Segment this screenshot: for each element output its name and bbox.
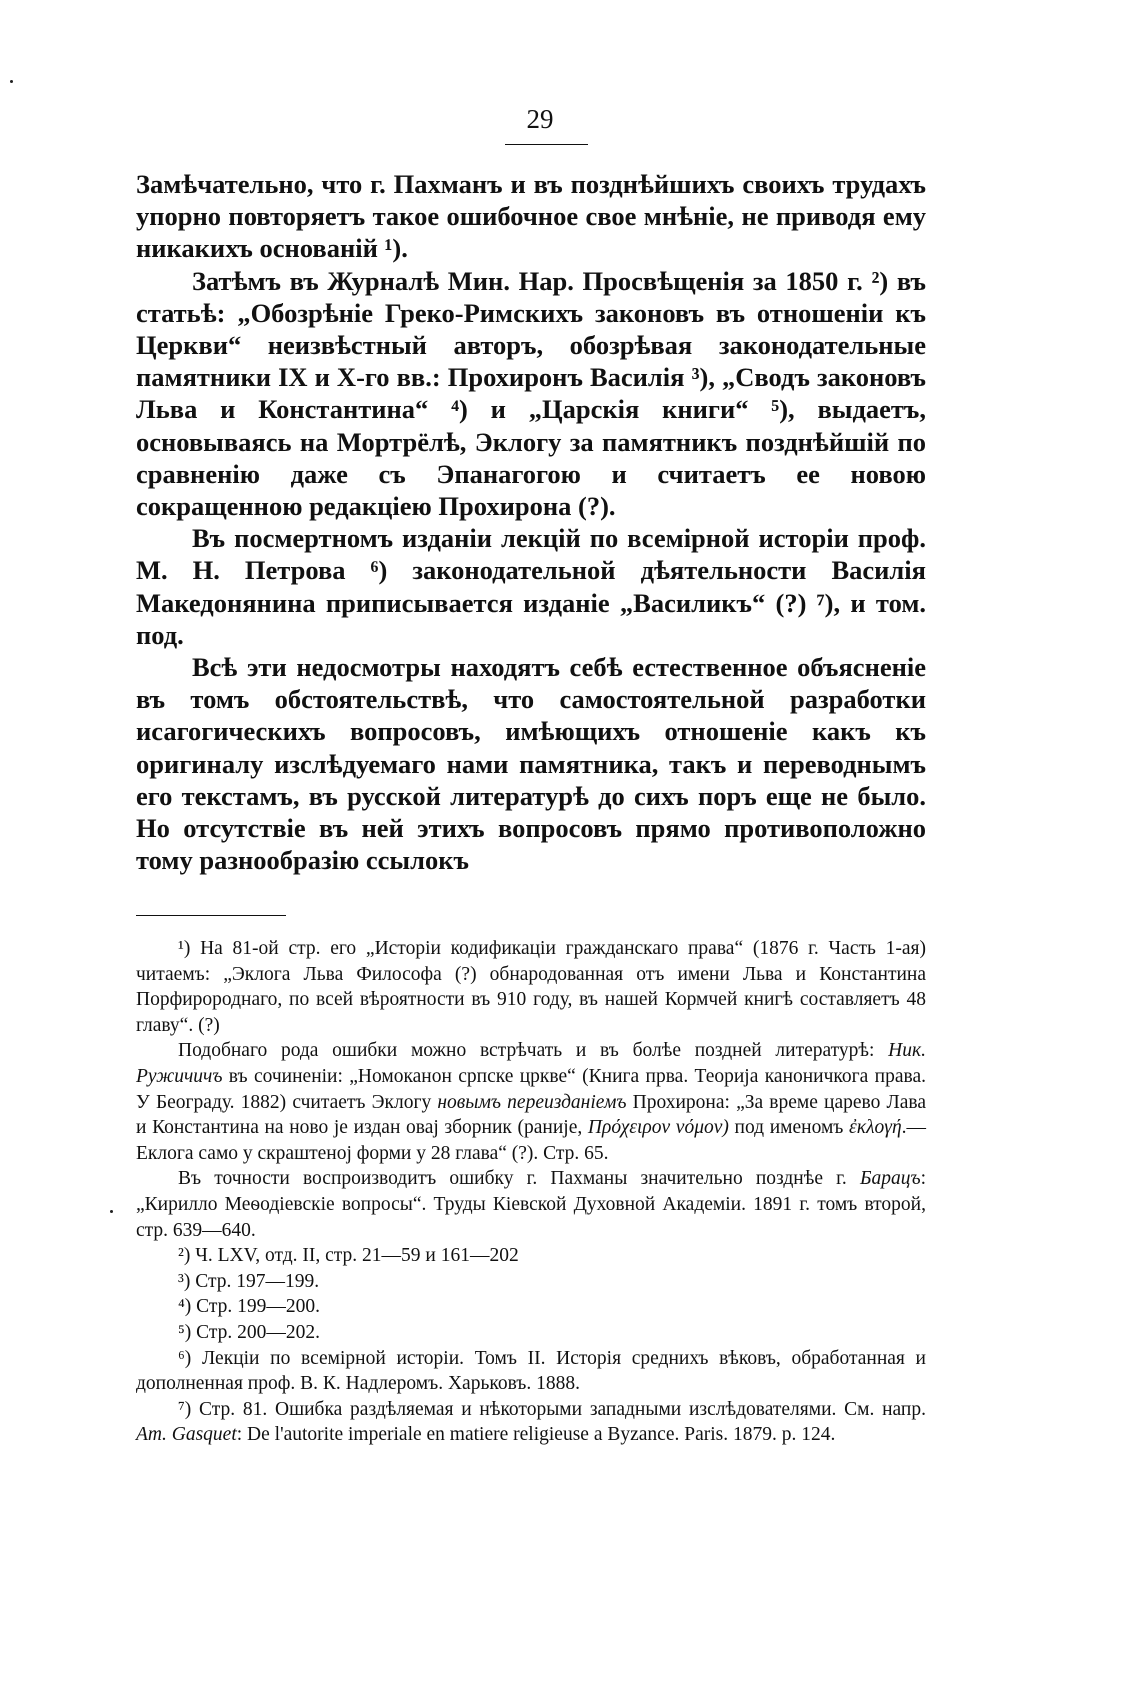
footnote-6: ⁶) Лекціи по всемірной исторіи. Томъ II. Исторія среднихъ вѣковъ, обработанная и дополненная проф. В. К. Надлеромъ. Харьковъ. 1888. — [136, 1347, 926, 1395]
footnote-3: ³) Стр. 197—199. — [178, 1270, 320, 1292]
footnote-2: ²) Ч. LXV, отд. II, стр. 21—59 и 161—202 — [178, 1245, 519, 1267]
footnote-1-continuation — [136, 1038, 926, 1166]
main-text — [136, 168, 926, 876]
fn-author: Ник. Ружичичъ — [136, 1040, 926, 1087]
header-rule — [505, 144, 588, 145]
footnote-4: ⁴) Стр. 199—200. — [178, 1296, 321, 1318]
fn-text: Прохирона: „За време царево Лава и Константина на ново је издан овај зборник (раније, — [136, 1091, 926, 1139]
page-number: 29 — [526, 104, 554, 134]
footnote-1-continuation-2 — [136, 1166, 926, 1243]
paragraph-1: Замѣчательно, что г. Пахманъ и въ позднѣйшихъ своихъ трудахъ упорно повторяетъ такое ошибочное свое мнѣніе, не приводя ему никакихъ основаній ¹). — [136, 169, 926, 264]
fn-italic-phrase: новымъ переизданіемъ — [437, 1091, 627, 1113]
paragraph-2: Затѣмъ въ Журналѣ Мин. Нар. Просвѣщенія за 1850 г. ²) въ статьѣ: „Обозрѣніе Греко-Римскихъ законовъ въ отношеніи къ Церкви“ неизвѣстный авторъ, обозрѣвая законодательные памятники IX и X-го вв.: Прохиронъ Василія ³), „Сводъ законовъ Льва и Константина“ ⁴) и „Царскія книги“ ⁵), выдаетъ, основываясь на Мортрёлѣ, Эклогу за памятникъ позднѣйшій по сравненію даже съ Эпанагогою и считаетъ ее новою сокращенною редакціею Прохирона (?). — [136, 265, 926, 522]
footnote-7 — [136, 1397, 926, 1448]
footnote-5: ⁵) Стр. 200—202. — [178, 1321, 321, 1343]
fn-author: Барацъ — [859, 1168, 921, 1190]
fn-text: : „Кирилло Меѳодіевскіе вопросы“. Труды Кіевской Духовной Академіи. 1891 г. томъ второй, стр. 639—640. — [136, 1168, 926, 1241]
footnotes — [136, 936, 926, 1448]
margin-speck — [10, 80, 13, 83]
footnote-1: ¹) На 81-ой стр. его „Исторіи кодификаціи гражданскаго права“ (1876 г. Часть 1-ая) читаемъ: „Эклога Льва Философа (?) обнародованная отъ имени Льва и Константина Порфиророднаго, по всей вѣроятности въ 910 году, въ нашей Кормчей книгѣ составляетъ 48 главу“. (?) — [136, 938, 926, 1036]
fn-text: Въ точности воспроизводитъ ошибку г. Пахманы значительно позднѣе г. — [178, 1168, 860, 1190]
fn-text: .—Еклога само у скраштеној форми у 28 глава“ (?). Стр. 65. — [136, 1117, 927, 1164]
fn-text: : De l'autorite imperiale en matiere religieuse a Byzance. Paris. 1879. p. 124. — [236, 1424, 836, 1446]
fn-greek: ἐκλογή — [849, 1117, 902, 1139]
fn-text: Подобнаго рода ошибки можно встрѣчать и въ болѣе поздней литературѣ: — [178, 1040, 889, 1062]
fn-author: Am. Gasquet — [136, 1424, 237, 1446]
fn-text: ⁷) Стр. 81. Ошибка раздѣляемая и нѣкоторыми западными изслѣдователями. См. напр. — [178, 1398, 926, 1420]
margin-speck — [110, 1210, 113, 1213]
footnote-rule — [136, 915, 286, 916]
paragraph-4: Всѣ эти недосмотры находятъ себѣ естественное объясненіе въ томъ обстоятельствѣ, что самостоятельной разработки исагогическихъ вопросовъ, имѣющихъ отношеніе какъ къ оригиналу изслѣдуемаго нами памятника, такъ и переводнымъ его текстамъ, въ русской литературѣ до сихъ поръ еще не было. Но отсутствіе въ ней этихъ вопросовъ прямо противоположно тому разнообразію ссылокъ — [136, 652, 926, 876]
paragraph-3: Въ посмертномъ изданіи лекцій по всемірной исторіи проф. М. Н. Петрова ⁶) законодательной дѣятельности Василія Македонянина приписывается изданіе „Василикъ“ (?) ⁷), и том. под. — [136, 523, 926, 650]
fn-text: въ сочиненіи: „Номоканон српске цркве“ (Книга прва. Теорија каноничкога права. У Београду. 1882) считаетъ Эклогу — [136, 1065, 926, 1113]
fn-text: под именомъ — [728, 1117, 850, 1139]
fn-greek: Πρόχειρον νόμον) — [587, 1117, 729, 1139]
